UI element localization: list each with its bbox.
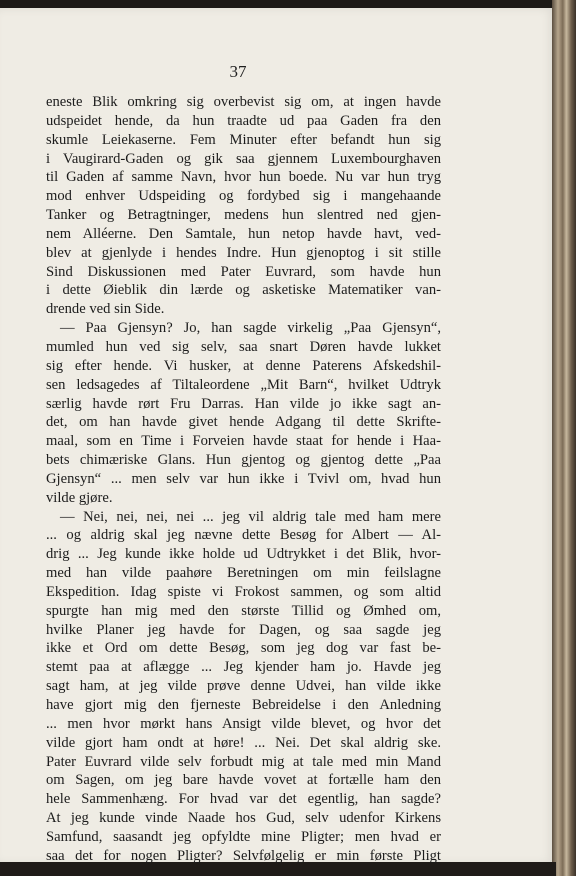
text-line: mod enhver Udspeiding og fordybed sig i mangehaande [46, 188, 441, 205]
text-line: have gjort mig den fjerneste Bebreidelse i den Anledning [46, 697, 441, 713]
text-line: At jeg kunde vinde Naade hos Gud, selv udenfor Kirkens [46, 810, 441, 827]
text-line: — Paa Gjensyn? Jo, han sagde virkelig „Paa Gjensyn“, [60, 320, 441, 337]
text-line: bets chimæriske Glans. Hun gjentog og gjentog dette „Paa [46, 452, 441, 469]
text-line: det, om han havde givet hende Adgang til dette Skrifte- [46, 414, 441, 431]
text-line: sagt ham, at jeg vilde prøve denne Udvei, han vilde ikke [46, 678, 441, 695]
text-line: skumle Leiekaserne. Fem Minuter efter befandt hun sig [46, 131, 441, 148]
page-number: 37 [229, 62, 247, 81]
text-line: Pater Euvrard vilde selv forbudt mig at tale med min Mand [46, 753, 441, 770]
text-line: spurgte han mig med den største Tillid og Ømhed om, [46, 602, 441, 619]
text-line: ikke et Ord om dette Besøg, som jeg dog var fast be- [46, 640, 441, 657]
text-line: med han vilde paahøre Beretningen om min feilslagne [46, 565, 441, 582]
text-line: om Sagen, om jeg bare havde vovet at fortælle ham den [46, 772, 441, 789]
text-line: nem Alléerne. Den Samtale, hun netop havde havt, ved- [46, 225, 441, 242]
text-line: Tanker og Betragtninger, medens hun slentred ned gjen- [46, 207, 441, 224]
text-line: sig efter hende. Vi husker, at denne Paterens Afskedshil- [46, 357, 441, 374]
text-line: eneste Blik omkring sig overbevist sig om, at ingen havde [46, 94, 441, 110]
text-line: særlig havde rørt Fru Darras. Han vilde jo ikke sagt an- [46, 395, 441, 412]
text-line: i Vaugirard-Gaden og gik saa gjennem Luxembourghaven [46, 150, 441, 167]
text-line: drig ... Jeg kunde ikke holde ud Udtrykket i det Blik, hvor- [46, 546, 441, 563]
text-line: mumled hun ved sig selv, saa snart Døren havde lukket [46, 338, 441, 355]
text-line: Sind Diskussionen med Pater Euvrard, som havde hun [46, 263, 441, 280]
text-line: — Nei, nei, nei, nei ... jeg vil aldrig tale med ham mere [60, 508, 441, 525]
text-line: vilde gjøre. [46, 489, 113, 506]
text-line: sen ledsagedes af Tiltaleordene „Mit Barn“, hvilket Udtryk [46, 376, 441, 393]
text-line: ... og aldrig skal jeg nævne dette Besøg for Albert — Al- [46, 527, 441, 544]
text-line: maal, som en Time i Forveien havde staat for hende i Haa- [46, 433, 441, 450]
body-text [46, 93, 441, 866]
text-line: stemt paa at aflægge ... Jeg kjender ham jo. Havde jeg [46, 659, 441, 676]
text-line: til Gaden af samme Navn, hvor hun boede. Nu var hun tryg [46, 169, 441, 186]
text-line: drende ved sin Side. [46, 301, 165, 318]
text-line: ... men hvor mørkt hans Ansigt vilde blevet, og hvor det [46, 715, 441, 732]
text-line: Ekspedition. Idag spiste vi Frokost sammen, og som altid [46, 583, 441, 600]
text-line: vilde gjort ham ondt at høre! ... Nei. Det skal aldrig ske. [46, 734, 441, 751]
page-edge [552, 0, 576, 876]
text-line: hvilke Planer jeg havde for Dagen, og saa sagde jeg [46, 621, 441, 638]
text-line: Gjensyn“ ... men selv var hun ikke i Tvivl om, hvad hun [46, 470, 441, 487]
text-line: i dette Øieblik din lærde og asketiske Matematiker van- [46, 282, 441, 299]
text-line: Samfund, saasandt jeg opfyldte mine Pligter; men hvad er [46, 828, 441, 845]
text-line: udspeidet hende, da hun traadte ud paa Gaden fra den [46, 112, 441, 129]
text-line: blev at gjenlyde i hendes Indre. Hun gjenoptog i sit stille [46, 244, 441, 261]
text-line: saa det for nogen Pligter? Selvfølgelig er min første Pligt [46, 847, 441, 864]
text-line: hele Sammenhæng. For hvad var det egentlig, han sagde? [46, 791, 441, 808]
